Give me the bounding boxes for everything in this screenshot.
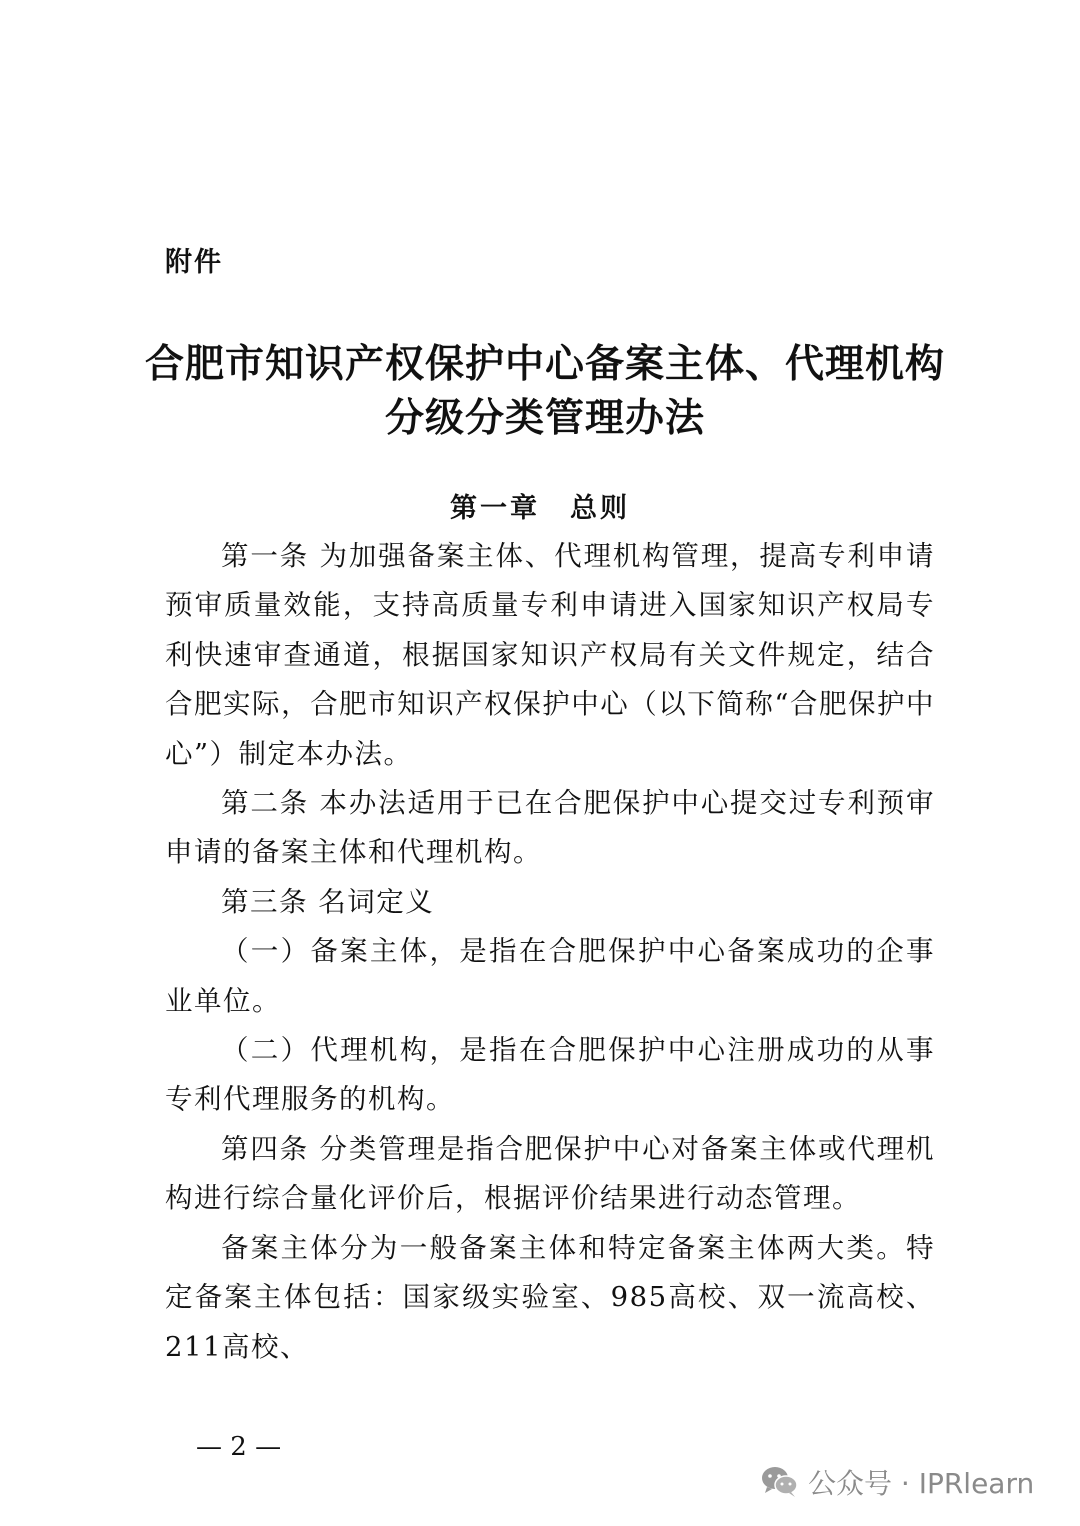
attachment-label: 附件 — [165, 247, 223, 278]
watermark — [760, 1462, 1034, 1502]
definition-2-paragraph: （二）代理机构，是指在合肥保护中心注册成功的从事专利代理服务的机构。 — [165, 1034, 935, 1116]
chapter-heading: 第一章 总则 — [450, 493, 630, 524]
classification-paragraph: 备案主体分为一般备案主体和特定备案主体两大类。特定备案主体包括：国家级实验室、985高校、双一流高校、211高校、 — [165, 1231, 935, 1363]
article-1-paragraph: 第一条 为加强备案主体、代理机构管理，提高专利申请预审质量效能，支持高质量专利申请进入国家知识产权局专利快速审查通道，根据国家知识产权局有关文件规定，结合合肥实际，合肥市知识产权保护中心（以下简称“合肥保护中心”）制定本办法。 — [165, 540, 935, 770]
document-title-line-2: 分级分类管理办法 — [384, 395, 705, 441]
article-2-paragraph: 第二条 本办法适用于已在合肥保护中心提交过专利预审申请的备案主体和代理机构。 — [165, 787, 935, 869]
page-number: — 2 — — [196, 1432, 282, 1462]
article-3-paragraph: 第三条 名词定义 — [221, 885, 435, 918]
definition-1-paragraph: （一）备案主体，是指在合肥保护中心备案成功的企事业单位。 — [165, 935, 935, 1017]
document-body — [165, 532, 935, 1372]
wechat-icon — [760, 1464, 800, 1500]
document-title-line-1: 合肥市知识产权保护中心备案主体、代理机构 — [144, 341, 945, 387]
watermark-text: 公众号 · IPRlearn — [808, 1467, 1035, 1500]
article-4-paragraph: 第四条 分类管理是指合肥保护中心对备案主体或代理机构进行综合量化评价后，根据评价结果进行动态管理。 — [165, 1132, 935, 1215]
